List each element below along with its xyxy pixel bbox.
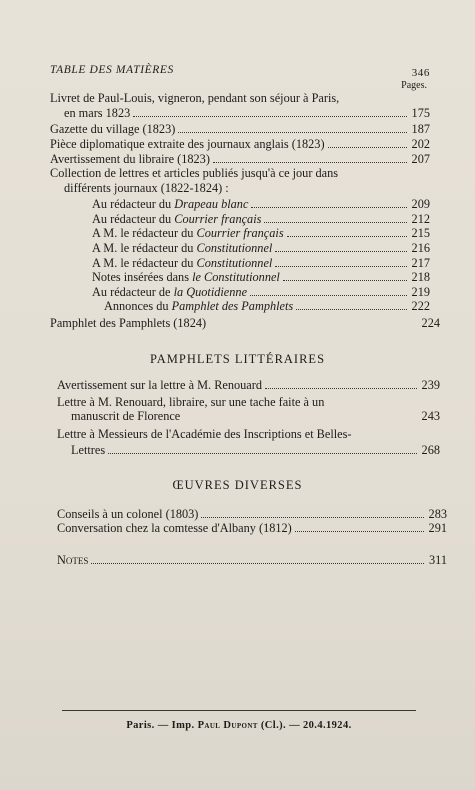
subentry-title: Courrier français xyxy=(174,212,262,226)
toc-entry-label: manuscrit de Florence xyxy=(71,409,181,423)
toc-page-number: 224 xyxy=(421,316,440,330)
toc-entry-academie-line1: Lettre à Messieurs de l'Académie des Inscriptions et Belles- xyxy=(57,427,352,441)
toc-page-number: 222 xyxy=(411,299,430,313)
toc-entry-conversation xyxy=(57,521,447,536)
toc-entry-label: Avertissement sur la lettre à M. Renouard xyxy=(57,378,262,392)
subentry-title: la Quotidienne xyxy=(173,285,248,299)
section-title-pamphlets-litteraires: PAMPHLETS LITTÉRAIRES xyxy=(149,352,326,366)
imprint-prefix: Paris. — Imp. xyxy=(126,720,198,731)
dot-leader xyxy=(287,227,407,237)
toc-entry-academie xyxy=(71,443,440,458)
subentry-title: Drapeau blanc xyxy=(174,197,249,211)
toc-entry-gazette xyxy=(50,122,430,137)
toc-page-number: 209 xyxy=(411,197,430,211)
subentry-prefix: A M. le rédacteur du xyxy=(92,241,197,255)
toc-entry-renouard-avertissement xyxy=(57,378,440,393)
toc-entry-label: Pamphlet des Pamphlets (1824) xyxy=(50,316,207,330)
subentry-prefix: A M. le rédacteur du xyxy=(92,226,197,240)
toc-entry-label: Avertissement du libraire (1823) xyxy=(50,152,210,166)
toc-page-number: 268 xyxy=(421,443,440,457)
toc-entry-collection-line2: différents journaux (1822-1824) : xyxy=(64,181,229,195)
subentry-prefix: Notes insérées dans xyxy=(92,270,193,284)
subentry-title: Pamphlet des Pamphlets xyxy=(171,299,294,313)
toc-entry-label: Notes xyxy=(57,553,89,567)
subentry-title: Courrier français xyxy=(196,226,284,240)
subentry-title: Constitutionnel xyxy=(196,241,273,255)
subentry-prefix: Au rédacteur du xyxy=(92,197,175,211)
toc-entry-collection-line1: Collection de lettres et articles publiés jusqu'à ce jour dans xyxy=(50,166,339,180)
section-title-oeuvres-diverses: ŒUVRES DIVERSES xyxy=(172,478,303,492)
dot-leader xyxy=(250,286,407,296)
toc-entry-label: en mars 1823 xyxy=(64,106,131,120)
dot-leader xyxy=(91,554,424,564)
running-head-title: TABLE DES MATIÈRES xyxy=(50,64,174,76)
toc-entry-avertissement xyxy=(50,152,430,167)
toc-entry-renouard-lettre xyxy=(71,409,440,424)
subentry-prefix: A M. le rédacteur du xyxy=(92,256,197,270)
toc-page-number: 216 xyxy=(411,241,430,255)
toc-page-number: 243 xyxy=(421,409,440,423)
subentry-title: Constitutionnel xyxy=(196,256,273,270)
dot-leader xyxy=(265,379,417,389)
imprint-printer: Paul Dupont xyxy=(197,720,258,731)
toc-entry-notes xyxy=(57,553,447,568)
toc-page-number: 219 xyxy=(411,285,430,299)
dot-leader xyxy=(264,213,407,223)
dot-leader xyxy=(283,271,407,281)
toc-entry-livret xyxy=(64,106,430,121)
dot-leader xyxy=(295,522,424,532)
dot-leader xyxy=(133,107,407,117)
dot-leader xyxy=(275,257,407,267)
toc-subentry xyxy=(92,241,430,256)
toc-page-number: 218 xyxy=(411,270,430,284)
pages-column-label: Pages. xyxy=(401,80,427,91)
toc-entry-piece xyxy=(50,137,430,152)
toc-entry-label: Pièce diplomatique extraite des journaux anglais (1823) xyxy=(50,137,325,151)
toc-page-number: 311 xyxy=(429,553,447,567)
toc-page-number: 187 xyxy=(411,122,430,136)
dot-leader xyxy=(108,444,417,454)
subentry-prefix: Annonces du xyxy=(104,299,172,313)
subentry-title: le Constitutionnel xyxy=(192,270,280,284)
toc-page-number: 202 xyxy=(411,137,430,151)
toc-subentry xyxy=(92,285,430,300)
toc-subentry xyxy=(92,212,430,227)
toc-subentry xyxy=(92,270,430,285)
toc-subentry xyxy=(92,226,430,241)
toc-entry-conseils xyxy=(57,507,447,522)
toc-entry-label: Conseils à un colonel (1803) xyxy=(57,507,199,521)
toc-subentry xyxy=(92,256,430,271)
toc-page-number: 212 xyxy=(411,212,430,226)
page-number: 346 xyxy=(411,67,430,79)
toc-subentry xyxy=(92,197,430,212)
toc-entry-label: Lettres xyxy=(71,443,106,457)
toc-page-number: 239 xyxy=(421,378,440,392)
toc-entry-renouard-lettre-line1: Lettre à M. Renouard, libraire, sur une tache faite à un xyxy=(57,395,325,409)
toc-page-number: 291 xyxy=(428,521,447,535)
dot-leader xyxy=(296,300,407,310)
subentry-prefix: Au rédacteur du xyxy=(92,212,175,226)
footer-rule xyxy=(62,710,416,711)
dot-leader xyxy=(275,242,407,252)
toc-page-number: 215 xyxy=(411,226,430,240)
subentry-prefix: Au rédacteur de xyxy=(92,285,174,299)
printer-imprint xyxy=(62,720,416,731)
toc-entry-livret-line1: Livret de Paul-Louis, vigneron, pendant son séjour à Paris, xyxy=(50,91,340,105)
toc-subentry xyxy=(104,299,430,314)
running-head xyxy=(50,64,430,86)
dot-leader xyxy=(251,198,407,208)
toc-page-number: 217 xyxy=(411,256,430,270)
dot-leader xyxy=(178,123,407,133)
toc-page-number: 283 xyxy=(428,507,447,521)
dot-leader xyxy=(201,508,424,518)
imprint-suffix: (Cl.). — 20.4.1924. xyxy=(257,720,352,731)
dot-leader xyxy=(213,153,407,163)
toc-entry-label: Conversation chez la comtesse d'Albany (1812) xyxy=(57,521,292,535)
toc-entry-label: Gazette du village (1823) xyxy=(50,122,176,136)
toc-entry-pamphlet xyxy=(50,316,440,331)
toc-page-number: 207 xyxy=(411,152,430,166)
toc-page-number: 175 xyxy=(411,106,430,120)
dot-leader xyxy=(328,138,407,148)
